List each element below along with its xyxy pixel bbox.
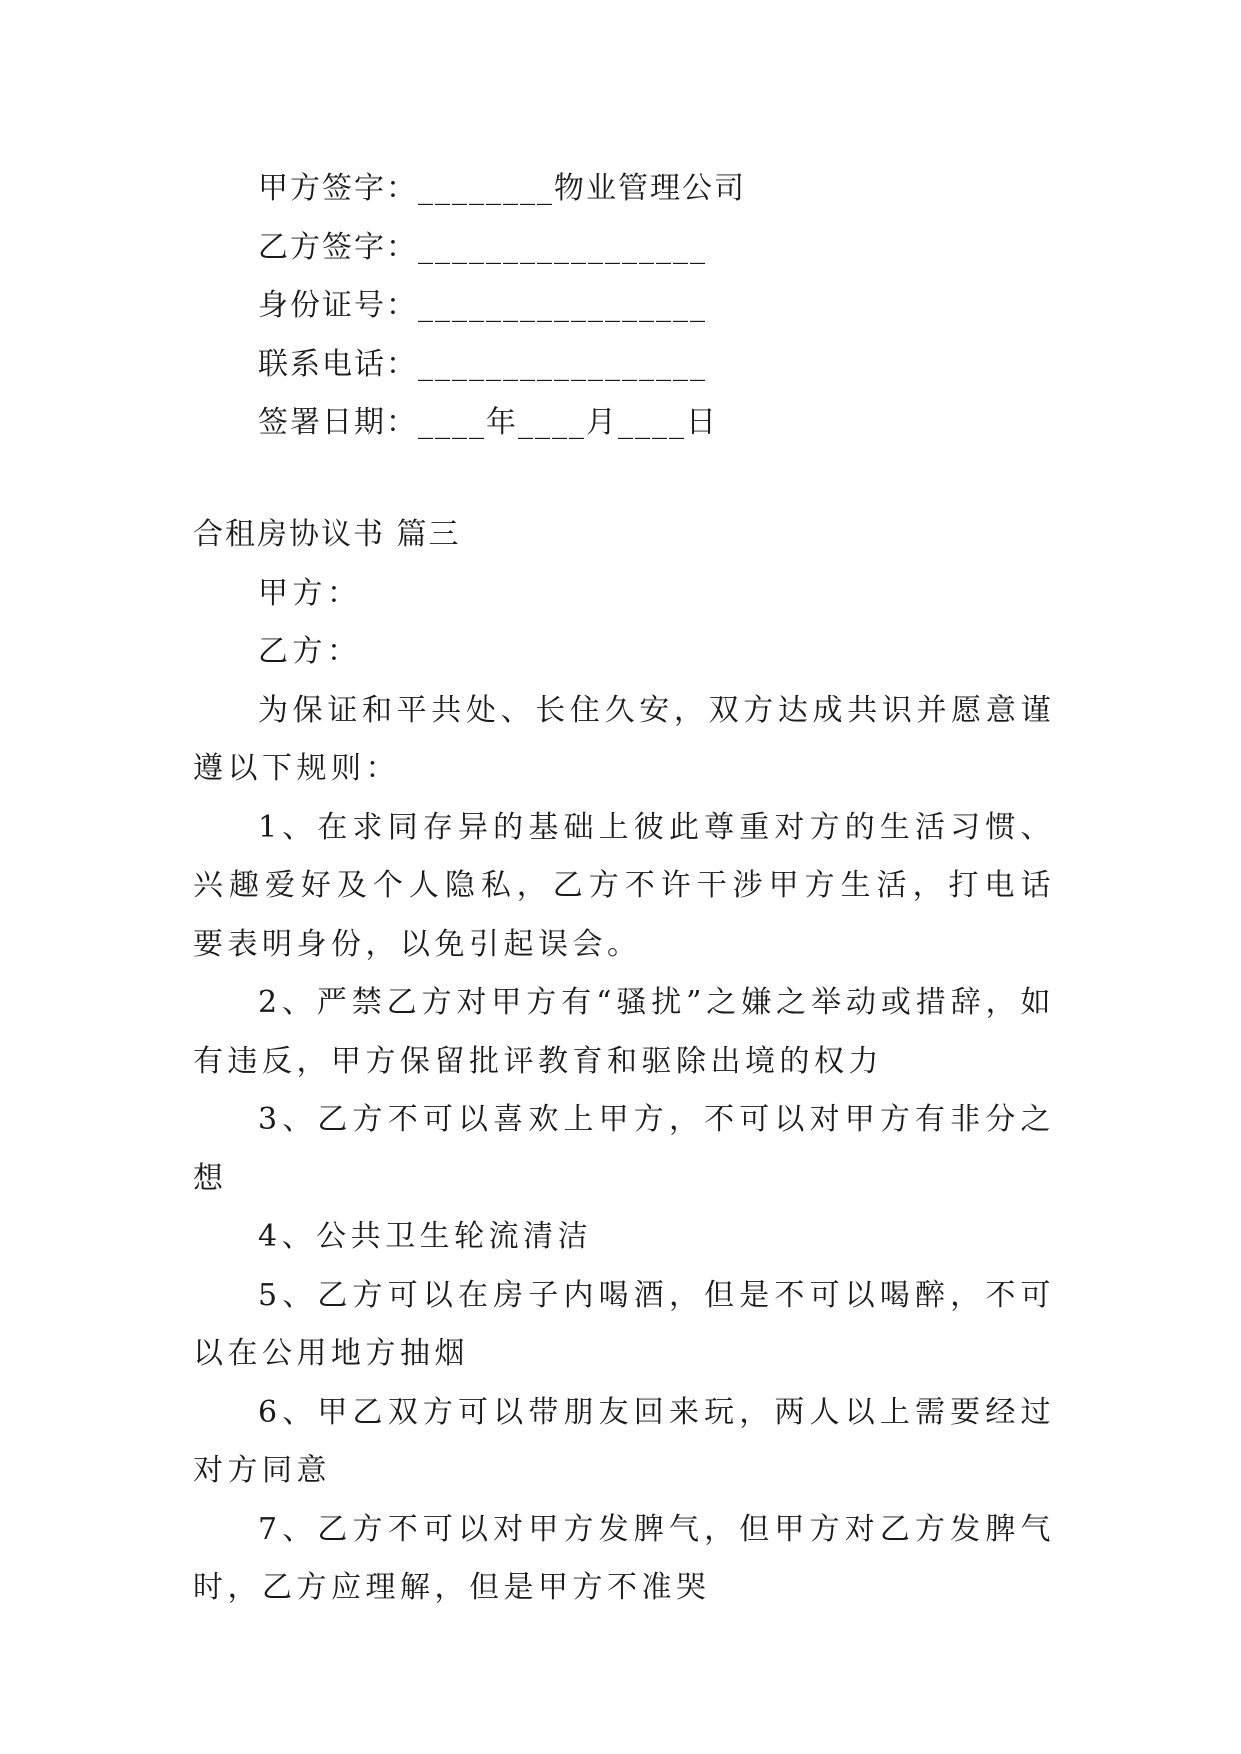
- agreement-heading: 合租房协议书 篇三: [193, 517, 461, 552]
- phone-line: 联系电话：_________________: [258, 346, 707, 382]
- signature-block: [258, 160, 1058, 453]
- party-b-label: 乙方：: [258, 634, 362, 669]
- rule-item: 3、乙方不可以喜欢上甲方，不可以对甲方有非分之想: [193, 1102, 1055, 1196]
- sign-date-line: 签署日期：____年____月____日: [258, 405, 718, 440]
- rule-item: 4、公共卫生轮流清洁: [258, 1219, 593, 1254]
- rule-item: 2、严禁乙方对甲方有“骚扰”之嫌之举动或措辞，如有违反，甲方保留批评教育和驱除出境的权力: [193, 985, 1055, 1079]
- rule-item: 6、甲乙双方可以带朋友回来玩，两人以上需要经过对方同意: [193, 1394, 1055, 1488]
- rule-item: 5、乙方可以在房子内喝酒，但是不可以喝醉，不可以在公用地方抽烟: [193, 1277, 1055, 1371]
- rule-item: 7、乙方不可以对甲方发脾气，但甲方对乙方发脾气时，乙方应理解，但是甲方不准哭: [193, 1511, 1055, 1605]
- party-a-label: 甲方：: [258, 575, 362, 611]
- agreement-content: [193, 506, 1055, 1618]
- agreement-intro: 为保证和平共处、长住久安，双方达成共识并愿意谨遵以下规则：: [193, 692, 1055, 786]
- id-number-line: 身份证号：_________________: [258, 288, 707, 323]
- party-b-signature-line: 乙方签字：_________________: [258, 229, 707, 265]
- rule-item: 1、在求同存异的基础上彼此尊重对方的生活习惯、兴趣爱好及个人隐私，乙方不许干涉甲方生活，打电话要表明身份，以免引起误会。: [193, 809, 1055, 962]
- party-a-signature-line: 甲方签字：________物业管理公司: [258, 171, 746, 206]
